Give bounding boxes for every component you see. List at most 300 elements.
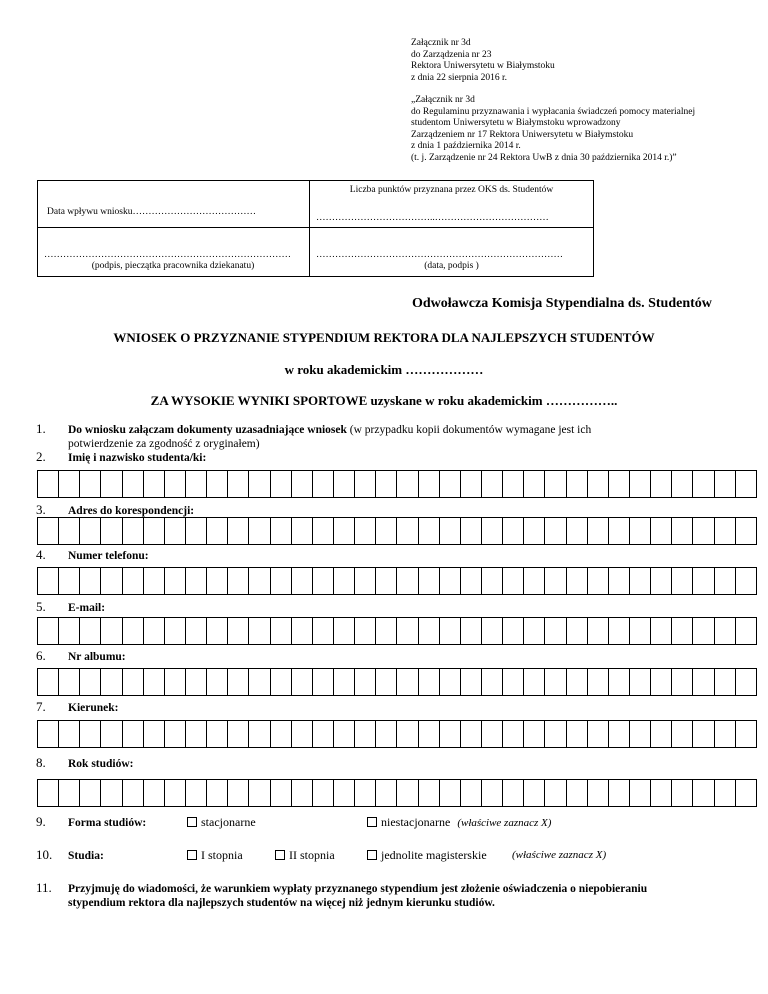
option-first-degree[interactable] — [187, 848, 243, 863]
letter-cell[interactable] — [736, 517, 757, 545]
letter-cell[interactable] — [101, 470, 122, 498]
letter-cell[interactable] — [376, 668, 397, 696]
letter-cell[interactable] — [186, 517, 207, 545]
letter-cell[interactable] — [545, 470, 566, 498]
letter-cell[interactable] — [588, 720, 609, 748]
letter-cell[interactable] — [292, 567, 313, 595]
letter-cell[interactable] — [567, 668, 588, 696]
letter-cell[interactable] — [38, 470, 59, 498]
item-number: 6. — [36, 648, 46, 663]
letter-cell[interactable] — [249, 567, 270, 595]
letter-cell[interactable] — [165, 779, 186, 807]
letter-cell[interactable] — [419, 517, 440, 545]
letter-cell[interactable] — [334, 617, 355, 645]
phone-input-grid[interactable] — [37, 567, 757, 595]
letter-cell[interactable] — [482, 720, 503, 748]
date-signature-caption: (data, podpis ) — [424, 261, 479, 271]
letter-cell[interactable] — [693, 668, 714, 696]
letter-cell[interactable] — [545, 517, 566, 545]
letter-cell[interactable] — [144, 617, 165, 645]
letter-cell[interactable] — [715, 668, 736, 696]
letter-cell[interactable] — [461, 470, 482, 498]
letter-cell[interactable] — [715, 779, 736, 807]
letter-cell[interactable] — [80, 517, 101, 545]
letter-cell[interactable] — [80, 470, 101, 498]
letter-cell[interactable] — [80, 720, 101, 748]
letter-cell[interactable] — [292, 668, 313, 696]
letter-cell[interactable] — [355, 779, 376, 807]
letter-cell[interactable] — [482, 779, 503, 807]
email-input-grid[interactable] — [37, 617, 757, 645]
letter-cell[interactable] — [123, 617, 144, 645]
letter-cell[interactable] — [651, 517, 672, 545]
letter-cell[interactable] — [588, 617, 609, 645]
letter-cell[interactable] — [38, 517, 59, 545]
date-received-label: Data wpływu wniosku………………………………… — [47, 207, 256, 217]
letter-cell[interactable] — [588, 517, 609, 545]
committee-name: Odwoławcza Komisja Stypendialna ds. Studentów — [412, 296, 712, 311]
letter-cell[interactable] — [59, 617, 80, 645]
letter-cell[interactable] — [693, 617, 714, 645]
letter-cell[interactable] — [482, 517, 503, 545]
quote-line: z dnia 1 października 2014 r. — [411, 141, 521, 151]
letter-cell[interactable] — [693, 470, 714, 498]
letter-cell[interactable] — [672, 617, 693, 645]
letter-cell[interactable] — [101, 517, 122, 545]
letter-cell[interactable] — [567, 779, 588, 807]
letter-cell[interactable] — [165, 470, 186, 498]
letter-cell[interactable] — [249, 720, 270, 748]
letter-cell[interactable] — [440, 720, 461, 748]
letter-cell[interactable] — [440, 779, 461, 807]
letter-cell[interactable] — [524, 668, 545, 696]
letter-cell[interactable] — [609, 617, 630, 645]
option-label: stacjonarne — [201, 815, 256, 829]
letter-cell[interactable] — [334, 779, 355, 807]
letter-cell[interactable] — [59, 779, 80, 807]
letter-cell[interactable] — [165, 668, 186, 696]
letter-cell[interactable] — [376, 567, 397, 595]
letter-cell[interactable] — [59, 470, 80, 498]
letter-cell[interactable] — [440, 470, 461, 498]
letter-cell[interactable] — [736, 470, 757, 498]
letter-cell[interactable] — [207, 720, 228, 748]
letter-cell[interactable] — [736, 567, 757, 595]
letter-cell[interactable] — [144, 470, 165, 498]
letter-cell[interactable] — [672, 779, 693, 807]
letter-cell[interactable] — [101, 567, 122, 595]
letter-cell[interactable] — [524, 470, 545, 498]
item-5 — [36, 600, 105, 615]
address-input-grid[interactable] — [37, 517, 757, 545]
letter-cell[interactable] — [313, 470, 334, 498]
letter-cell[interactable] — [59, 517, 80, 545]
item-3 — [36, 503, 194, 518]
letter-cell[interactable] — [313, 517, 334, 545]
letter-cell[interactable] — [567, 470, 588, 498]
letter-cell[interactable] — [292, 720, 313, 748]
letter-cell[interactable] — [630, 668, 651, 696]
signature-field[interactable]: …………………………………………………………………… — [44, 250, 291, 260]
letter-cell[interactable] — [313, 720, 334, 748]
letter-cell[interactable] — [271, 470, 292, 498]
letter-cell[interactable] — [397, 470, 418, 498]
header-line: do Zarządzenia nr 23 — [411, 49, 492, 60]
letter-cell[interactable] — [630, 617, 651, 645]
item-label: Kierunek: — [68, 702, 119, 714]
letter-cell[interactable] — [313, 779, 334, 807]
letter-cell[interactable] — [165, 567, 186, 595]
letter-cell[interactable] — [334, 668, 355, 696]
letter-cell[interactable] — [397, 617, 418, 645]
option-label: II stopnia — [289, 848, 335, 862]
letter-cell[interactable] — [228, 668, 249, 696]
letter-cell[interactable] — [736, 779, 757, 807]
letter-cell[interactable] — [672, 567, 693, 595]
field-of-study-input-grid[interactable] — [37, 720, 757, 748]
letter-cell[interactable] — [461, 567, 482, 595]
letter-cell[interactable] — [271, 668, 292, 696]
letter-cell[interactable] — [588, 567, 609, 595]
letter-cell[interactable] — [207, 470, 228, 498]
letter-cell[interactable] — [123, 668, 144, 696]
letter-cell[interactable] — [144, 567, 165, 595]
letter-cell[interactable] — [482, 617, 503, 645]
letter-cell[interactable] — [419, 779, 440, 807]
letter-cell[interactable] — [249, 617, 270, 645]
checkbox[interactable] — [187, 817, 197, 827]
letter-cell[interactable] — [80, 779, 101, 807]
letter-cell[interactable] — [123, 567, 144, 595]
letter-cell[interactable] — [736, 720, 757, 748]
letter-cell[interactable] — [440, 567, 461, 595]
letter-cell[interactable] — [249, 779, 270, 807]
checkbox[interactable] — [367, 850, 377, 860]
letter-cell[interactable] — [80, 668, 101, 696]
letter-cell[interactable] — [355, 470, 376, 498]
letter-cell[interactable] — [80, 567, 101, 595]
letter-cell[interactable] — [588, 668, 609, 696]
letter-cell[interactable] — [292, 517, 313, 545]
letter-cell[interactable] — [651, 617, 672, 645]
letter-cell[interactable] — [355, 567, 376, 595]
letter-cell[interactable] — [101, 720, 122, 748]
option-part-time[interactable] — [367, 815, 551, 830]
letter-cell[interactable] — [313, 567, 334, 595]
letter-cell[interactable] — [165, 720, 186, 748]
letter-cell[interactable] — [144, 668, 165, 696]
item-number: 4. — [36, 547, 46, 562]
attachment-header — [411, 38, 555, 84]
item-1-bold: Do wniosku załączam dokumenty uzasadniające wniosek — [68, 424, 347, 436]
option-hint: (właściwe zaznacz X) — [457, 817, 552, 829]
letter-cell[interactable] — [376, 470, 397, 498]
letter-cell[interactable] — [630, 470, 651, 498]
letter-cell[interactable] — [165, 617, 186, 645]
letter-cell[interactable] — [630, 720, 651, 748]
box-divider-horizontal — [37, 227, 594, 228]
letter-cell[interactable] — [693, 567, 714, 595]
option-full-time[interactable] — [187, 815, 256, 830]
album-number-input-grid[interactable] — [37, 668, 757, 696]
letter-cell[interactable] — [482, 668, 503, 696]
name-input-grid[interactable] — [37, 470, 757, 498]
letter-cell[interactable] — [334, 470, 355, 498]
letter-cell[interactable] — [271, 517, 292, 545]
letter-cell[interactable] — [503, 617, 524, 645]
letter-cell[interactable] — [440, 668, 461, 696]
checkbox[interactable] — [367, 817, 377, 827]
letter-cell[interactable] — [207, 567, 228, 595]
letter-cell[interactable] — [651, 720, 672, 748]
letter-cell[interactable] — [693, 517, 714, 545]
letter-cell[interactable] — [101, 779, 122, 807]
letter-cell[interactable] — [376, 617, 397, 645]
letter-cell[interactable] — [503, 779, 524, 807]
sport-results-line: ZA WYSOKIE WYNIKI SPORTOWE uzyskane w roku akademickim …………….. — [150, 393, 618, 408]
letter-cell[interactable] — [186, 470, 207, 498]
item-11-line1: Przyjmuję do wiadomości, że warunkiem wypłaty przyznanego stypendium jest złożenie oświadczenia o niepobieraniu — [68, 883, 648, 895]
letter-cell[interactable] — [144, 517, 165, 545]
letter-cell[interactable] — [736, 617, 757, 645]
letter-cell[interactable] — [271, 720, 292, 748]
letter-cell[interactable] — [672, 517, 693, 545]
letter-cell[interactable] — [672, 470, 693, 498]
letter-cell[interactable] — [651, 779, 672, 807]
letter-cell[interactable] — [503, 720, 524, 748]
letter-cell[interactable] — [609, 517, 630, 545]
letter-cell[interactable] — [313, 617, 334, 645]
letter-cell[interactable] — [503, 668, 524, 696]
header-line: Rektora Uniwersytetu w Białymstoku — [411, 61, 555, 71]
letter-cell[interactable] — [397, 720, 418, 748]
letter-cell[interactable] — [101, 617, 122, 645]
letter-cell[interactable] — [736, 668, 757, 696]
letter-cell[interactable] — [207, 617, 228, 645]
letter-cell[interactable] — [567, 517, 588, 545]
letter-cell[interactable] — [249, 668, 270, 696]
letter-cell[interactable] — [672, 668, 693, 696]
letter-cell[interactable] — [186, 720, 207, 748]
letter-cell[interactable] — [588, 779, 609, 807]
letter-cell[interactable] — [186, 617, 207, 645]
letter-cell[interactable] — [376, 779, 397, 807]
letter-cell[interactable] — [228, 567, 249, 595]
letter-cell[interactable] — [355, 668, 376, 696]
letter-cell[interactable] — [249, 470, 270, 498]
letter-cell[interactable] — [609, 567, 630, 595]
letter-cell[interactable] — [397, 517, 418, 545]
letter-cell[interactable] — [123, 779, 144, 807]
letter-cell[interactable] — [545, 567, 566, 595]
letter-cell[interactable] — [461, 617, 482, 645]
letter-cell[interactable] — [630, 517, 651, 545]
letter-cell[interactable] — [545, 668, 566, 696]
letter-cell[interactable] — [461, 517, 482, 545]
signature-caption: (podpis, pieczątka pracownika dziekanatu) — [91, 261, 255, 271]
letter-cell[interactable] — [461, 720, 482, 748]
quote-line: do Regulaminu przyznawania i wypłacania świadczeń pomocy materialnej — [411, 106, 696, 117]
regulation-quote — [411, 95, 695, 164]
letter-cell[interactable] — [419, 617, 440, 645]
letter-cell[interactable] — [165, 517, 186, 545]
letter-cell[interactable] — [355, 517, 376, 545]
item-number: 3. — [36, 502, 46, 517]
letter-cell[interactable] — [186, 567, 207, 595]
letter-cell[interactable] — [228, 720, 249, 748]
letter-cell[interactable] — [313, 668, 334, 696]
letter-cell[interactable] — [228, 470, 249, 498]
letter-cell[interactable] — [651, 668, 672, 696]
letter-cell[interactable] — [292, 617, 313, 645]
letter-cell[interactable] — [38, 779, 59, 807]
letter-cell[interactable] — [59, 668, 80, 696]
item-number: 1. — [36, 421, 46, 436]
letter-cell[interactable] — [144, 779, 165, 807]
letter-cell[interactable] — [567, 567, 588, 595]
item-number: 5. — [36, 599, 46, 614]
date-signature-field[interactable]: …………………………………………………………………… — [316, 250, 563, 260]
letter-cell[interactable] — [524, 720, 545, 748]
letter-cell[interactable] — [440, 517, 461, 545]
letter-cell[interactable] — [630, 567, 651, 595]
letter-cell[interactable] — [524, 567, 545, 595]
letter-cell[interactable] — [609, 470, 630, 498]
letter-cell[interactable] — [38, 567, 59, 595]
letter-cell[interactable] — [588, 470, 609, 498]
letter-cell[interactable] — [334, 720, 355, 748]
year-of-study-input-grid[interactable] — [37, 779, 757, 807]
letter-cell[interactable] — [715, 617, 736, 645]
letter-cell[interactable] — [524, 779, 545, 807]
option-uniform-master[interactable] — [367, 848, 487, 863]
letter-cell[interactable] — [693, 779, 714, 807]
letter-cell[interactable] — [355, 617, 376, 645]
letter-cell[interactable] — [228, 779, 249, 807]
letter-cell[interactable] — [59, 720, 80, 748]
letter-cell[interactable] — [545, 779, 566, 807]
letter-cell[interactable] — [228, 517, 249, 545]
letter-cell[interactable] — [355, 720, 376, 748]
letter-cell[interactable] — [334, 517, 355, 545]
letter-cell[interactable] — [503, 470, 524, 498]
letter-cell[interactable] — [249, 517, 270, 545]
letter-cell[interactable] — [144, 720, 165, 748]
item-number: 10. — [36, 847, 53, 862]
letter-cell[interactable] — [482, 470, 503, 498]
letter-cell[interactable] — [292, 470, 313, 498]
letter-cell[interactable] — [503, 567, 524, 595]
letter-cell[interactable] — [123, 720, 144, 748]
item-1 — [36, 422, 736, 451]
letter-cell[interactable] — [59, 567, 80, 595]
option-label: niestacjonarne — [381, 815, 451, 829]
form-title: WNIOSEK O PRZYZNANIE STYPENDIUM REKTORA DLA NAJLEPSZYCH STUDENTÓW — [113, 330, 655, 345]
points-field[interactable]: ………………………………..……………………………… — [316, 213, 549, 223]
letter-cell[interactable] — [567, 720, 588, 748]
letter-cell[interactable] — [609, 668, 630, 696]
letter-cell[interactable] — [715, 517, 736, 545]
letter-cell[interactable] — [524, 617, 545, 645]
letter-cell[interactable] — [419, 470, 440, 498]
quote-line: Zarządzeniem nr 17 Rektora Uniwersytetu w Białymstoku — [411, 129, 634, 140]
letter-cell[interactable] — [271, 617, 292, 645]
letter-cell[interactable] — [545, 617, 566, 645]
letter-cell[interactable] — [376, 517, 397, 545]
letter-cell[interactable] — [334, 567, 355, 595]
letter-cell[interactable] — [38, 617, 59, 645]
item-number: 8. — [36, 755, 46, 770]
item-label: Forma studiów: — [68, 817, 147, 829]
letter-cell[interactable] — [101, 668, 122, 696]
letter-cell[interactable] — [186, 779, 207, 807]
letter-cell[interactable] — [123, 470, 144, 498]
letter-cell[interactable] — [715, 470, 736, 498]
letter-cell[interactable] — [651, 567, 672, 595]
letter-cell[interactable] — [461, 779, 482, 807]
letter-cell[interactable] — [38, 668, 59, 696]
letter-cell[interactable] — [545, 720, 566, 748]
letter-cell[interactable] — [123, 517, 144, 545]
letter-cell[interactable] — [672, 720, 693, 748]
letter-cell[interactable] — [207, 517, 228, 545]
letter-cell[interactable] — [80, 617, 101, 645]
letter-cell[interactable] — [207, 668, 228, 696]
letter-cell[interactable] — [630, 779, 651, 807]
letter-cell[interactable] — [482, 567, 503, 595]
letter-cell[interactable] — [292, 779, 313, 807]
letter-cell[interactable] — [419, 720, 440, 748]
letter-cell[interactable] — [419, 567, 440, 595]
letter-cell[interactable] — [397, 779, 418, 807]
item-number: 2. — [36, 449, 46, 464]
item-label: Studia: — [68, 850, 104, 862]
letter-cell[interactable] — [228, 617, 249, 645]
option-label: I stopnia — [201, 848, 243, 862]
letter-cell[interactable] — [397, 668, 418, 696]
item-11 — [36, 881, 756, 910]
letter-cell[interactable] — [715, 567, 736, 595]
letter-cell[interactable] — [271, 567, 292, 595]
letter-cell[interactable] — [503, 517, 524, 545]
letter-cell[interactable] — [715, 720, 736, 748]
letter-cell[interactable] — [397, 567, 418, 595]
letter-cell[interactable] — [461, 668, 482, 696]
letter-cell[interactable] — [207, 779, 228, 807]
letter-cell[interactable] — [38, 720, 59, 748]
letter-cell[interactable] — [376, 720, 397, 748]
letter-cell[interactable] — [440, 617, 461, 645]
letter-cell[interactable] — [186, 668, 207, 696]
item-10 — [36, 848, 104, 863]
checkbox[interactable] — [187, 850, 197, 860]
item-11-line2: stypendium rektora dla najlepszych studentów na więcej niż jednym kierunku studiów. — [68, 897, 495, 909]
checkbox[interactable] — [275, 850, 285, 860]
item-8 — [36, 756, 134, 771]
letter-cell[interactable] — [419, 668, 440, 696]
letter-cell[interactable] — [567, 617, 588, 645]
letter-cell[interactable] — [609, 720, 630, 748]
item-4 — [36, 548, 149, 563]
letter-cell[interactable] — [693, 720, 714, 748]
option-second-degree[interactable] — [275, 848, 335, 863]
academic-year-line: w roku akademickim ……………… — [284, 362, 484, 377]
letter-cell[interactable] — [651, 470, 672, 498]
item-9 — [36, 815, 146, 830]
letter-cell[interactable] — [524, 517, 545, 545]
letter-cell[interactable] — [271, 779, 292, 807]
letter-cell[interactable] — [609, 779, 630, 807]
